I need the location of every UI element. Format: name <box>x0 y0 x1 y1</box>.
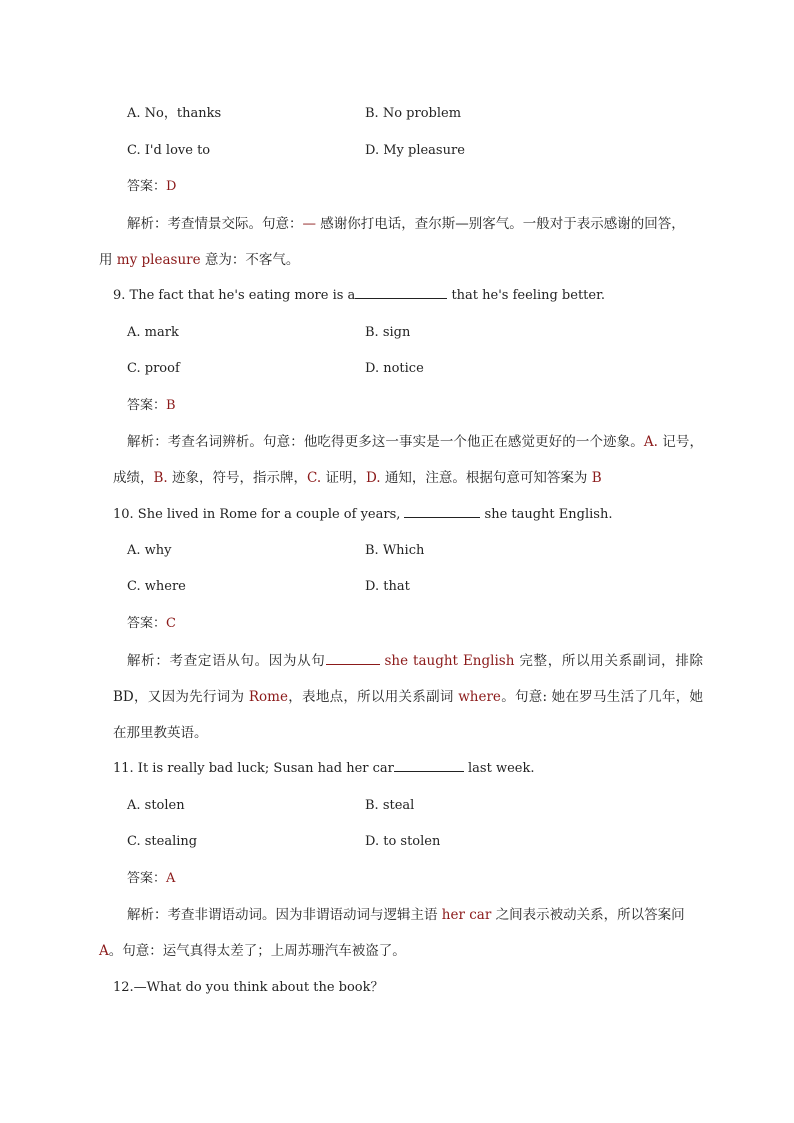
answer-label: 答案： <box>127 179 167 194</box>
explain-option: D. <box>365 470 381 486</box>
q10-answer <box>127 614 176 634</box>
q11-answer <box>127 869 175 889</box>
explain-text: 。句意: 她在罗马生活了几年，她在那里教英语。 <box>113 689 704 741</box>
explain-text: 证明， <box>321 470 366 486</box>
q8-option-b: B. No problem <box>365 106 462 121</box>
q11-stem <box>113 759 534 779</box>
explain-dash: — <box>302 216 321 232</box>
answer-blank <box>394 759 464 772</box>
explain-text: 解析：考查定语从句。因为从句 <box>127 653 326 669</box>
q9-option-c: C. proof <box>127 361 180 376</box>
q11-option-a: A. stolen <box>127 798 185 813</box>
explain-answer: B <box>591 470 602 486</box>
q9-stem <box>113 286 605 306</box>
explain-text: 完整，所以用关系副词，排除 BD，又因为先行词为 <box>113 653 704 705</box>
explain-keyword: her car <box>441 907 492 923</box>
q10-stem <box>113 505 612 525</box>
explain-text: 别客气。一般对于表示感谢的回答， <box>468 216 685 232</box>
explain-blank <box>326 652 380 665</box>
q10-explanation <box>113 643 703 751</box>
q11-option-d: D. to stolen <box>365 834 441 849</box>
explain-keyword: where <box>458 689 501 705</box>
explain-answer: A <box>99 943 109 959</box>
explain-text: 意为：不客气。 <box>200 252 300 268</box>
q10-option-a: A. why <box>127 543 172 558</box>
answer-value: A <box>166 871 176 886</box>
q10-option-c: C. where <box>127 579 186 594</box>
explain-text: 迹象，符号，指示牌， <box>167 470 308 486</box>
answer-label: 答案： <box>127 398 167 413</box>
explain-text: 。句意：运气真得太差了；上周苏珊汽车被盗了。 <box>108 943 406 959</box>
q8-explanation <box>99 206 703 278</box>
explain-text: 记号，成绩， <box>113 434 704 486</box>
q9-option-d: D. notice <box>365 361 424 376</box>
answer-value: D <box>166 179 177 194</box>
explain-text: ，表地点，所以用关系副词 <box>287 689 459 705</box>
answer-blank <box>404 505 480 518</box>
explain-option: A. <box>643 434 658 450</box>
answer-blank <box>355 286 447 299</box>
explain-text: 解析：考查情景交际。句意： <box>127 216 303 232</box>
explain-keyword: Rome <box>248 689 288 705</box>
stem-text: she taught English. <box>480 507 613 522</box>
explain-keyword: my pleasure <box>116 252 201 268</box>
q10-option-b: B. Which <box>365 543 425 558</box>
answer-value: C <box>166 616 176 631</box>
explain-text: 用 <box>99 252 117 268</box>
stem-text: that he's feeling better. <box>447 288 606 303</box>
q10-option-d: D. that <box>365 579 410 594</box>
stem-text: 9. The fact that he's eating more is a <box>113 288 356 303</box>
explain-text: 通知，注意。根据句意可知答案为 <box>380 470 592 486</box>
explain-text: 解析：考查名词辨析。句意：他吃得更多这一事实是一个他正在感觉更好的一个迹象。 <box>127 434 644 450</box>
explain-option: C. <box>307 470 322 486</box>
q9-option-b: B. sign <box>365 325 411 340</box>
stem-text: 10. She lived in Rome for a couple of years, <box>113 507 401 522</box>
explain-option: B. <box>153 470 168 486</box>
explain-text: 解析：考查非谓语动词。因为非谓语动词与逻辑主语 <box>127 907 442 923</box>
q8-option-a: A. No，thanks <box>127 106 222 121</box>
stem-text: last week. <box>463 761 535 776</box>
answer-label: 答案： <box>127 616 167 631</box>
q9-option-a: A. mark <box>127 325 179 340</box>
explain-dash: — <box>455 216 469 232</box>
q8-option-d: D. My pleasure <box>365 143 465 158</box>
q9-answer <box>127 396 176 416</box>
stem-text: 11. It is really bad luck; Susan had her car <box>113 761 394 776</box>
q9-explanation <box>113 424 703 496</box>
q11-explanation <box>99 897 703 969</box>
q11-option-c: C. stealing <box>127 834 198 849</box>
q12-stem: 12.—What do you think about the book？ <box>113 980 384 995</box>
answer-label: 答案： <box>127 871 167 886</box>
explain-text: 感谢你打电话，查尔斯 <box>320 216 456 232</box>
q8-answer <box>127 177 176 197</box>
q11-option-b: B. steal <box>365 798 415 813</box>
q8-option-c: C. I'd love to <box>127 143 211 158</box>
explain-clause: she taught English <box>379 653 515 669</box>
answer-value: B <box>166 398 176 413</box>
explain-text: 之间表示被动关系，所以答案问 <box>491 907 685 923</box>
